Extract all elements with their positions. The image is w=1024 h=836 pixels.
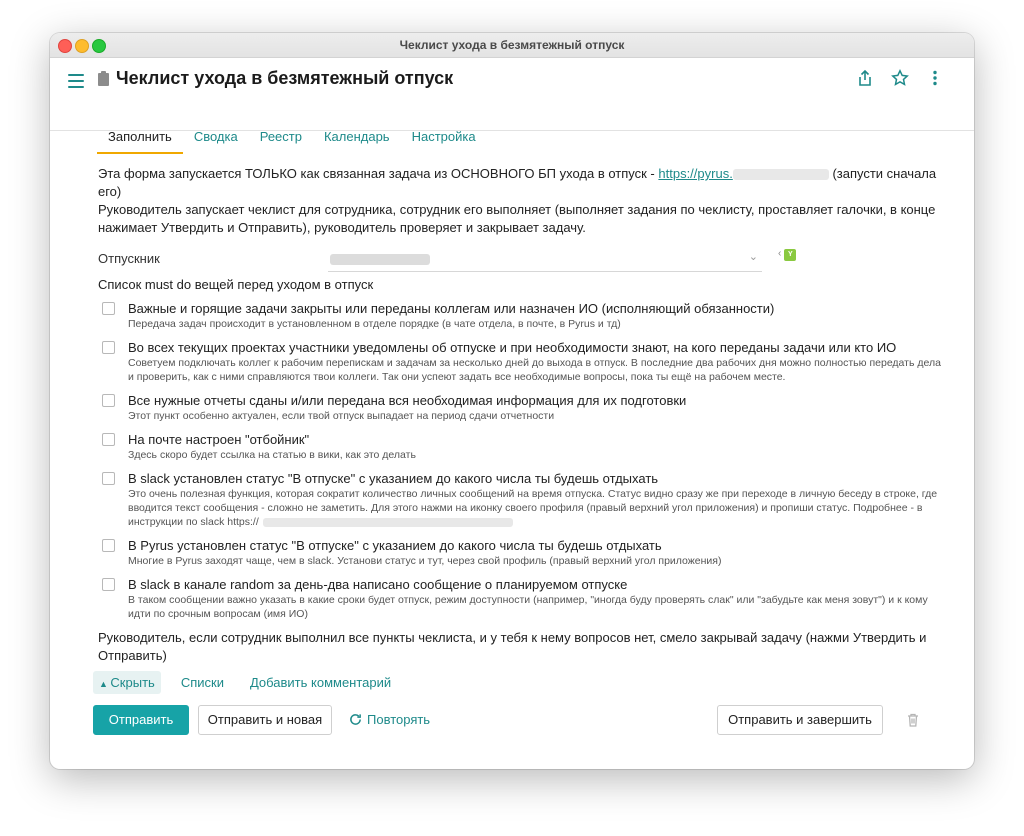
- tab-calendar[interactable]: Календарь: [323, 129, 390, 144]
- checklist-item-label: Важные и горящие задачи закрыты или переданы коллегам или назначен ИО (исполняющий обязанности): [128, 301, 775, 316]
- checkbox[interactable]: [102, 394, 115, 407]
- checklist-item: [98, 470, 948, 529]
- checklist-item: [98, 300, 948, 331]
- checklist-item: [98, 431, 948, 462]
- tab-settings[interactable]: Настройка: [411, 129, 476, 144]
- send-and-new-button[interactable]: Отправить и новая: [198, 705, 332, 735]
- checkbox[interactable]: [102, 302, 115, 315]
- lists-link[interactable]: Списки: [180, 675, 224, 690]
- checklist: [98, 300, 948, 621]
- intro-line1-prefix: Эта форма запускается ТОЛЬКО как связанная задача из ОСНОВНОГО БП ухода в отпуск -: [98, 166, 655, 181]
- employee-label: Отпускник: [98, 251, 160, 266]
- checklist-item-hint: Многие в Pyrus заходят чаще, чем в slack. Установи статус и тут, через свой профиль (правый верхний угол приложения): [128, 555, 722, 567]
- window-title: Чеклист ухода в безмятежный отпуск: [399, 38, 625, 52]
- checkbox[interactable]: [102, 539, 115, 552]
- form-header: [50, 58, 974, 144]
- chevron-down-icon[interactable]: ⌄: [748, 251, 758, 263]
- action-bar: [93, 705, 933, 739]
- tab-bar: [97, 124, 487, 152]
- send-and-finish-button[interactable]: Отправить и завершить: [717, 705, 883, 735]
- checklist-item-hint: Это очень полезная функция, которая сократит количество личных сообщений на время отпуска. Статус видно сразу же при переходе в личную беседу в строке, где вводится текст сообщения - сложно не заметить. Для этого нажми на иконку своего профиля (правый верхний угол приложения) и пропиши статус. Подробнее - в инструкции по slack https://: [128, 488, 938, 528]
- checklist-item: [98, 576, 948, 621]
- employee-field: [98, 247, 948, 273]
- checkbox[interactable]: [102, 472, 115, 485]
- checklist-item-label: В slack в канале random за день-два написано сообщение о планируемом отпуске: [128, 577, 628, 592]
- checklist-item-hint: Этот пункт особенно актуален, если твой отпуск выпадает на период сдачи отчетности: [128, 410, 555, 422]
- hide-link[interactable]: ▲ Скрыть: [93, 671, 161, 694]
- checklist-item-hint: В таком сообщении важно указать в какие сроки будет отпуск, режим доступности (например, "иногда буду проверять слак" или "забудьте как меня зовут") и к кому идти по срочным вопросам (имя ИО): [128, 594, 928, 620]
- app-window: [50, 33, 974, 769]
- checklist-item-label: В slack установлен статус "В отпуске" с указанием до какого числа ты будешь отдыхать: [128, 471, 659, 486]
- checklist-item-label: Все нужные отчеты сданы и/или передана вся необходимая информация для их подготовки: [128, 393, 687, 408]
- more-icon[interactable]: [926, 69, 946, 89]
- employee-badge[interactable]: ‹ Y: [778, 248, 796, 261]
- star-icon[interactable]: [891, 69, 911, 89]
- tab-summary[interactable]: Сводка: [193, 129, 238, 144]
- checklist-item-hint: Советуем подключать коллег к рабочим перепискам и задачам за несколько дней до выхода в отпуск. В последние два рабочих дня можно полностью передать дела и проверить, как с ними справляются твои коллеги. Так они успеют задать все необходимые вопросы, пока ты ещё на рабочем месте.: [128, 357, 941, 383]
- checklist-item: [98, 392, 948, 423]
- page-title: Чеклист ухода в безмятежный отпуск: [116, 68, 454, 88]
- send-button[interactable]: Отправить: [93, 705, 189, 735]
- checklist-item-hint: Передача задач происходит в установленном в отделе порядке (в чате отдела, в почте, в Pyrus и тд): [128, 318, 621, 330]
- repeat-button[interactable]: Повторять: [349, 705, 430, 735]
- clipboard-icon: [98, 73, 109, 86]
- window-titlebar: [50, 33, 974, 58]
- employee-select[interactable]: [328, 247, 762, 272]
- checklist-item: [98, 339, 948, 384]
- main-process-link[interactable]: https://pyrus.: [658, 166, 733, 181]
- form-content: [98, 165, 948, 665]
- redacted-url: [263, 518, 513, 527]
- manager-note: Руководитель, если сотрудник выполнил все пункты чеклиста, и у тебя к нему вопросов нет, смело закрывай задачу (нажми Утвердить и Отправить): [98, 630, 927, 663]
- intro-line1-suffix: (запусти сначала его): [98, 166, 937, 199]
- share-icon[interactable]: [856, 69, 876, 89]
- add-comment-link[interactable]: Добавить комментарий: [249, 675, 392, 690]
- trash-icon[interactable]: [907, 713, 921, 727]
- checkbox[interactable]: [102, 578, 115, 591]
- repeat-icon: [349, 713, 362, 726]
- checklist-item: [98, 537, 948, 568]
- checkbox[interactable]: [102, 433, 115, 446]
- menu-icon[interactable]: [68, 74, 84, 88]
- checklist-title: Список must do вещей перед уходом в отпуск: [98, 277, 374, 292]
- checklist-item-label: Во всех текущих проектах участники уведомлены об отпуске и при необходимости знают, на кого переданы задачи или кто ИО: [128, 340, 897, 355]
- checklist-item-label: На почте настроен "отбойник": [128, 432, 310, 447]
- intro-line2: Руководитель запускает чеклист для сотрудника, сотрудник его выполняет (выполняет задания по чеклисту, проставляет галочки, в конце нажимает Утвердить и Отправить), руководитель проверяет и закрывает задачу.: [98, 202, 936, 235]
- checklist-item-hint: Здесь скоро будет ссылка на статью в вики, как это делать: [128, 449, 416, 461]
- redacted-link-tail: [733, 169, 829, 180]
- redacted-employee-name: [330, 254, 430, 265]
- tab-registry[interactable]: Реестр: [259, 129, 302, 144]
- checklist-item-label: В Pyrus установлен статус "В отпуске" с указанием до какого числа ты будешь отдыхать: [128, 538, 662, 553]
- intro-text: [98, 165, 948, 237]
- form-links: [93, 671, 417, 694]
- checkbox[interactable]: [102, 341, 115, 354]
- tab-fill[interactable]: Заполнить: [97, 124, 183, 154]
- caret-up-icon: ▲: [99, 679, 111, 689]
